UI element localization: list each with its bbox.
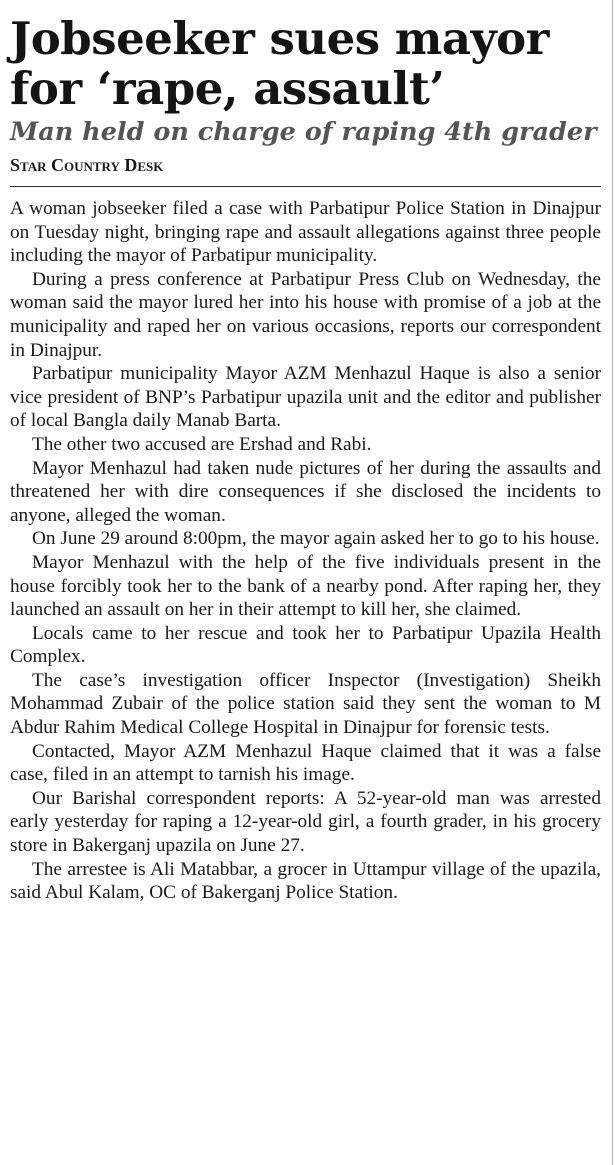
headline: Jobseeker sues mayor for ‘rape, assault’ [10,12,549,115]
article-body [10,197,601,905]
paragraph-2: During a press conference at Parbatipur Press Club on Wednesday, the woman said the mayor lured her into his house with promise of a job at the municipality and raped her on various occasions, reports our correspondent in Dinajpur. [10,268,601,361]
paragraph-6: On June 29 around 8:00pm, the mayor again asked her to go to his house. [32,528,600,550]
paragraph-8: Locals came to her rescue and took her to Parbatipur Upazila Health Complex. [10,622,601,668]
subheadline: Man held on charge of raping 4th grader [10,117,597,147]
paragraph-12: The arrestee is Ali Matabbar, a grocer in Uttampur village of the upazila, said Abul Kalam, OC of Bakerganj Police Station. [10,858,601,904]
paragraph-3: Parbatipur municipality Mayor AZM Menhazul Haque is also a senior vice president of BNP’s Parbatipur upazila unit and the editor and publisher of local Bangla daily Manab Barta. [10,363,601,432]
paragraph-4: The other two accused are Ershad and Rabi. [32,433,372,455]
paragraph-11: Our Barishal correspondent reports: A 52-year-old man was arrested early yesterday for raping a 12-year-old girl, a fourth grader, in his grocery store in Bakerganj upazila on June 27. [10,787,601,857]
paragraph-1: A woman jobseeker filed a case with Parbatipur Police Station in Dinajpur on Tuesday night, bringing rape and assault allegations against three people including the mayor of Parbatipur municipality. [10,198,601,267]
byline: Star Country Desk [10,155,164,175]
paragraph-5: Mayor Menhazul had taken nude pictures of her during the assaults and threatened her with dire consequences if she disclosed the incidents to anyone, alleged the woman. [10,457,601,526]
paragraph-10: Contacted, Mayor AZM Menhazul Haque claimed that it was a false case, filed in an attempt to tarnish his image. [10,740,601,786]
paragraph-9: The case’s investigation officer Inspector (Investigation) Sheikh Mohammad Zubair of the police station said they sent the woman to M Abdur Rahim Medical College Hospital in Dinajpur for forensic tests. [10,669,601,739]
paragraph-7: Mayor Menhazul with the help of the five individuals present in the house forcibly took her to the bank of a nearby pond. After raping her, they launched an assault on her in their attempt to kill her, she claimed. [10,551,601,621]
column-rule [612,0,613,1165]
headline-divider [10,186,601,187]
